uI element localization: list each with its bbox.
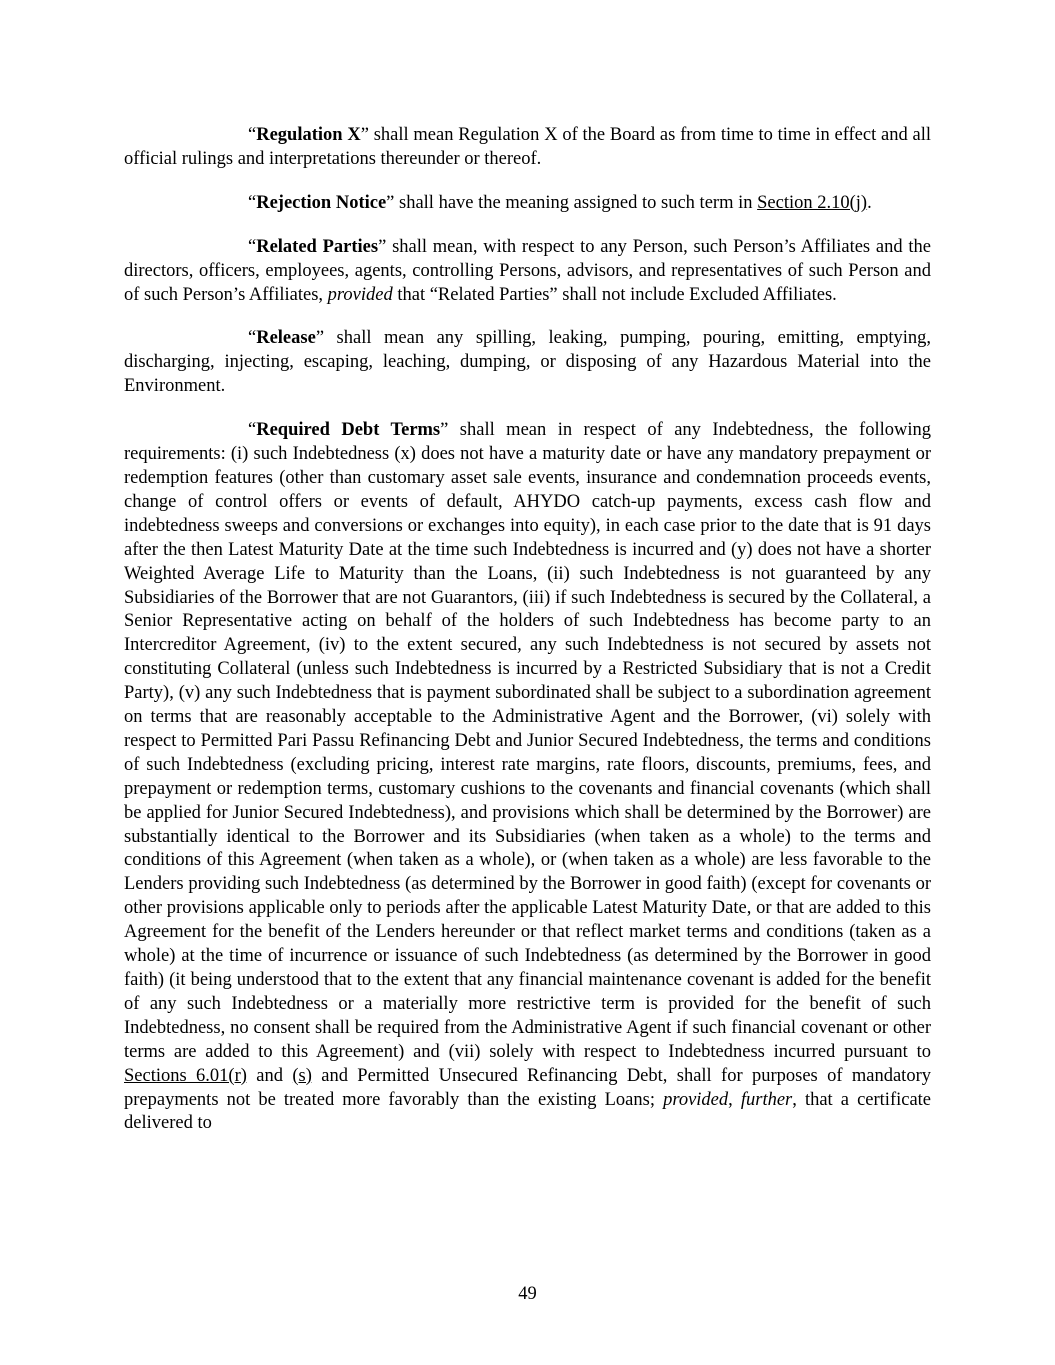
definition-rejection-notice [124,192,931,216]
definition-text: ” shall mean any spilling, leaking, pumping, pouring, emitting, emptying, discharging, injecting, escaping, leaching, dumping, or disposing of any Hazardous Material into the Environment. [124,328,931,397]
defined-term: Release [256,328,316,349]
emphasis: further [740,1089,793,1110]
open-quote: “ [248,328,257,349]
emphasis: provided [663,1089,729,1110]
definition-text: ” shall mean Regulation X of the Board as from time to time in effect and all official rulings and interpretations thereunder or thereof. [124,125,931,169]
section-reference-link[interactable]: (s) [292,1065,312,1086]
open-quote: “ [248,192,257,213]
defined-term: Required Debt Terms [256,420,441,441]
definition-release [124,327,931,399]
definition-related-parties [124,236,931,308]
definition-text: ” shall mean, with respect to any Person, such Person’s Affiliates and the directors, officers, employees, agents, controlling Persons, advisors, and representatives of such Person and of such Person’s Affiliates, [124,236,931,305]
defined-term: Related Parties [256,236,379,257]
open-quote: “ [248,125,257,145]
open-quote: “ [248,420,257,441]
page-number: 49 [518,1284,537,1304]
definition-text: ” shall have the meaning assigned to such term in [386,192,758,213]
body-text [124,124,931,1136]
defined-term: Rejection Notice [256,192,387,213]
definition-required-debt-terms [124,419,931,1136]
definition-text-tail: , that a certificate delivered to [124,1089,932,1134]
definition-text: ” shall mean in respect of any Indebtedness, the following requirements: (i) such Indebtedness (x) does not have a maturity date or have any mandatory prepayment or redemption features (other than customary asset sale events, insurance and condemnation proceeds events, change of control offers or events of default, AHYDO catch-up payments, excess cash flow and indebtedness sweeps and conversions or exchanges into equity), in each case prior to the date that is 91 days after the then Latest Maturity Date at the time such Indebtedness is incurred and (y) does not have a shorter Weighted Average Life to Maturity than the Loans, (ii) such Indebtedness is not guaranteed by any Subsidiaries of the Borrower that are not Guarantors, (iii) if such Indebtedness is secured by the Collateral, a Senior Representative acting on behalf of the holders of such Indebtedness has become party to an Intercreditor Agreement, (iv) to the extent secured, any such Indebtedness is not secured by assets not constituting Collateral (unless such Indebtedness is incurred by a Restricted Subsidiary that is not a Credit Party), (v) any such Indebtedness that is payment subordinated shall be subject to a subordination agreement on terms that are reasonably acceptable to the Administrative Agent and the Borrower, (vi) solely with respect to Permitted Pari Passu Refinancing Debt and Junior Secured Indebtedness, the terms and conditions of such Indebtedness (excluding pricing, interest rate margins, rate floors, discounts, premiums, fees, and prepayment or redemption terms, customary cushions to the covenants and financial covenants (which shall be applied for Junior Secured Indebtedness), and provisions which shall be determined by the Borrower) are substantially identical to the Borrower and its Subsidiaries (when taken as a whole) to the terms and conditions of this Agreement (when taken as a whole), or (when taken as a whole) are less favorable to the Lenders providing such Indebtedness (as determined by the Borrower in good faith) (except for covenants or other provisions applicable only to periods after the applicable Latest Maturity Date, or that are added to this Agreement for the benefit of the Lenders hereunder or that reflect market terms and conditions (taken as a whole) at the time of incurrence or issuance of such Indebtedness (as determined by the Borrower in good faith) (it being understood that to the extent that any financial maintenance covenant is added for the benefit of any such Indebtedness or a materially more restrictive term is provided for the benefit of such Indebtedness, no consent shall be required from the Administrative Agent if such financial covenant or other terms are added to this Agreement) and (vii) solely with respect to Indebtedness incurred pursuant to [124,420,932,1062]
open-quote: “ [248,236,257,257]
defined-term: Regulation X [256,125,361,145]
definition-text-continued: that “Related Parties” shall not include Excluded Affiliates. [392,284,837,305]
comma: , [728,1089,741,1110]
emphasis: provided [327,284,393,305]
definition-text-and: and [246,1065,293,1086]
definition-regulation-x [124,124,931,172]
section-reference-link[interactable]: Sections 6.01(r) [124,1065,247,1086]
section-reference-link[interactable]: Section 2.10(j) [757,192,868,213]
definition-text-end: . [867,192,872,213]
definition-text-continued: and Permitted Unsecured Refinancing Debt, shall for purposes of mandatory prepayments not be treated more favorably than the existing Loans; [124,1065,931,1110]
